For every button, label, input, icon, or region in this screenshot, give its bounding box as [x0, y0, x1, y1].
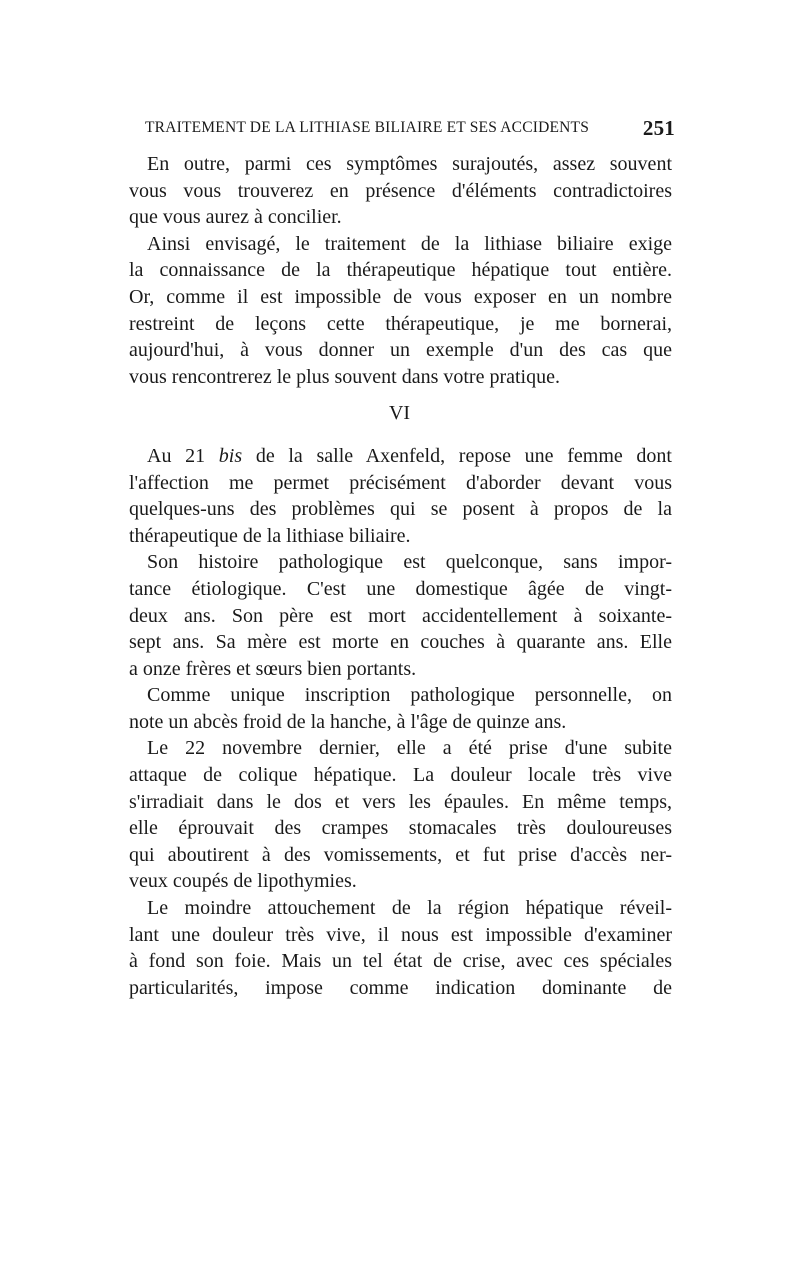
text-line: Le moindre attouchement de la région hépatique réveil-: [147, 897, 672, 920]
running-head: [145, 116, 675, 140]
text-line: note un abcès froid de la hanche, à l'âge de quinze ans.: [129, 710, 567, 733]
text-line: thérapeutique de la lithiase biliaire.: [129, 524, 411, 547]
text-line: que vous aurez à concilier.: [129, 206, 342, 229]
page-number: 251: [642, 116, 675, 140]
text-line: la connaissance de la thérapeutique hépatique tout entière.: [129, 259, 672, 282]
text-line: quelques-uns des problèmes qui se posent à propos de la: [129, 498, 672, 521]
text-line: qui aboutirent à des vomissements, et fut prise d'accès ner-: [129, 843, 672, 866]
section-heading: VI: [388, 402, 411, 425]
running-head-title: TRAITEMENT DE LA LITHIASE BILIAIRE ET SES ACCIDENTS: [145, 119, 590, 136]
text-line: lant une douleur très vive, il nous est impossible d'examiner: [129, 923, 672, 946]
text-line: vous rencontrerez le plus souvent dans votre pratique.: [129, 365, 560, 388]
text-line: vous vous trouverez en présence d'éléments contradictoires: [129, 179, 672, 202]
text-line: s'irradiait dans le dos et vers les épaules. En même temps,: [129, 790, 672, 813]
text-line: à fond son foie. Mais un tel état de crise, avec ces spéciales: [129, 950, 672, 973]
text-line: veux coupés de lipothymies.: [129, 870, 357, 893]
text-line: particularités, impose comme indication dominante de: [129, 976, 672, 999]
text-line: l'affection me permet précisément d'aborder devant vous: [129, 471, 672, 494]
text-line: Son histoire pathologique est quelconque, sans impor-: [147, 551, 672, 574]
text-line: sept ans. Sa mère est morte en couches à quarante ans. Elle: [129, 631, 672, 654]
text-line: elle éprouvait des crampes stomacales très douloureuses: [129, 817, 672, 840]
text-line: En outre, parmi ces symptômes surajoutés, assez souvent: [147, 153, 672, 175]
text-line: restreint de leçons cette thérapeutique, je me bornerai,: [129, 312, 672, 335]
text-line: Le 22 novembre dernier, elle a été prise d'une subite: [147, 737, 672, 760]
text-line: deux ans. Son père est mort accidentellement à soixante-: [129, 604, 672, 627]
text-line: aujourd'hui, à vous donner un exemple d'un des cas que: [129, 339, 672, 362]
text-line: a onze frères et sœurs bien portants.: [129, 657, 417, 680]
text-line: tance étiologique. C'est une domestique âgée de vingt-: [129, 577, 672, 600]
text-line: Comme unique inscription pathologique personnelle, on: [147, 684, 672, 707]
text-line: Au 21 bis de la salle Axenfeld, repose une femme dont: [147, 444, 672, 467]
text-line: attaque de colique hépatique. La douleur locale très vive: [129, 764, 672, 787]
text-line: Ainsi envisagé, le traitement de la lithiase biliaire exige: [147, 232, 672, 255]
text-line: Or, comme il est impossible de vous exposer en un nombre: [129, 285, 672, 308]
body-text: [129, 151, 672, 1001]
